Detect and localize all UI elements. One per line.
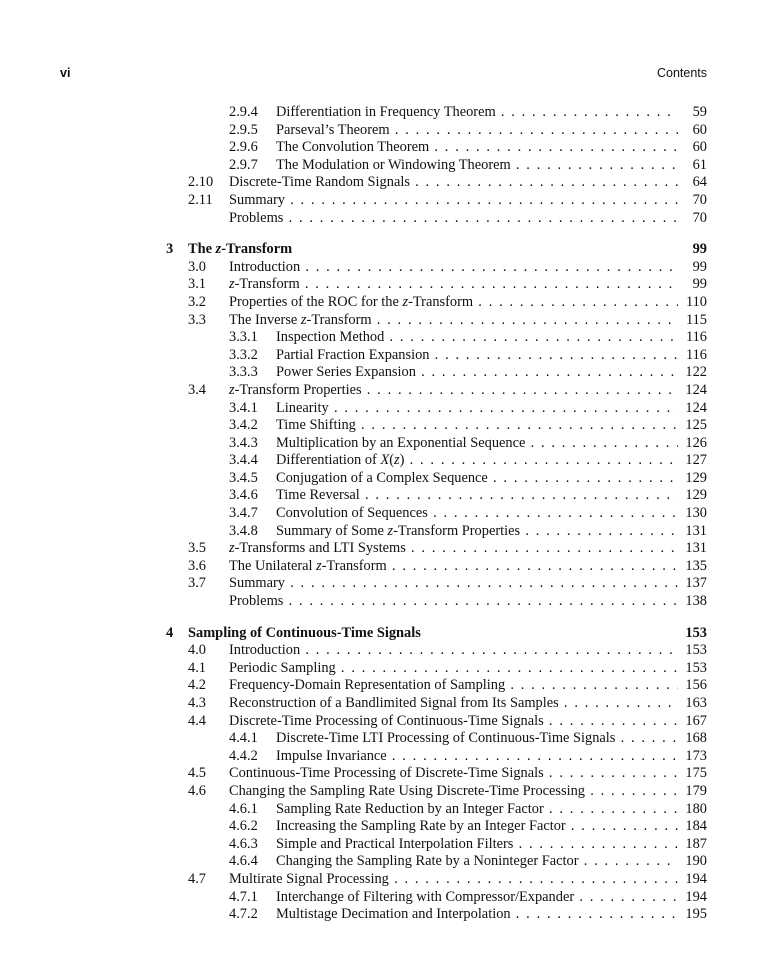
toc-entry-page: 61 bbox=[692, 156, 707, 173]
toc-entry-page: 138 bbox=[685, 593, 707, 610]
toc-entry-page: 187 bbox=[685, 835, 707, 852]
toc-entry-number: 4.7.2 bbox=[229, 906, 258, 923]
toc-entry-title: Impulse Invariance . . . bbox=[276, 748, 678, 766]
toc-entry[interactable] bbox=[0, 713, 782, 731]
toc-entry-title: Introduction . . . bbox=[229, 259, 678, 277]
toc-entry-title: Frequency-Domain Representation of Sampling . . . bbox=[229, 677, 678, 695]
toc-entry-number: 3.1 bbox=[188, 276, 206, 293]
toc-entry-number: 4.3 bbox=[188, 695, 206, 711]
toc-entry-page: 127 bbox=[685, 452, 707, 469]
toc-entry-page: 153 bbox=[685, 642, 707, 659]
toc-entry-number: 4.4.1 bbox=[229, 730, 258, 747]
table-of-contents bbox=[0, 104, 782, 924]
toc-entry-page: 124 bbox=[685, 399, 707, 416]
toc-entry-title: The z-Transform bbox=[188, 241, 293, 258]
toc-entry-title: The Unilateral z-Transform . . . bbox=[229, 558, 678, 576]
toc-entry-title: Time Reversal . . . bbox=[276, 487, 678, 505]
toc-entry-number: 3.3.1 bbox=[229, 329, 258, 346]
toc-entry[interactable] bbox=[0, 400, 782, 418]
toc-entry[interactable] bbox=[0, 139, 782, 157]
toc-entry-number: 4.7 bbox=[188, 870, 206, 887]
toc-entry-title: The Modulation or Windowing Theorem . . . bbox=[276, 157, 678, 175]
toc-entry-number: 2.10 bbox=[188, 174, 214, 191]
toc-entry-page: 70 bbox=[692, 191, 707, 208]
toc-entry-page: 153 bbox=[685, 659, 707, 676]
toc-entry-number: 4 bbox=[166, 624, 174, 641]
toc-entry-title: Multistage Decimation and Interpolation . . . bbox=[276, 906, 678, 924]
toc-entry[interactable] bbox=[0, 312, 782, 330]
toc-entry[interactable] bbox=[0, 294, 782, 312]
toc-entry-page: 60 bbox=[692, 121, 707, 138]
toc-chapter-entry[interactable] bbox=[0, 625, 782, 643]
toc-entry-title: z-Transform Properties . . . bbox=[229, 382, 678, 400]
toc-entry-page: 168 bbox=[685, 730, 707, 747]
page-number: vi bbox=[60, 66, 71, 80]
toc-entry-page: 130 bbox=[685, 505, 707, 522]
toc-entry-page: 99 bbox=[692, 276, 707, 293]
toc-entry-title: Interchange of Filtering with Compressor/Expander . . . bbox=[276, 889, 678, 907]
toc-entry-title: z-Transforms and LTI Systems . . . bbox=[229, 540, 678, 558]
toc-entry[interactable] bbox=[0, 558, 782, 576]
toc-entry[interactable] bbox=[0, 575, 782, 593]
toc-entry-page: 122 bbox=[685, 364, 707, 381]
toc-entry-title: Inspection Method . . . bbox=[276, 329, 678, 347]
toc-entry-title: Parseval’s Theorem . . . bbox=[276, 122, 678, 140]
toc-entry-number: 3.4.3 bbox=[229, 434, 258, 451]
toc-entry-title: Simple and Practical Interpolation Filters . . . bbox=[276, 836, 678, 854]
toc-entry-page: 99 bbox=[692, 258, 707, 275]
toc-entry[interactable] bbox=[0, 871, 782, 889]
toc-entry-title: The Inverse z-Transform . . . bbox=[229, 312, 678, 330]
toc-entry[interactable] bbox=[0, 122, 782, 140]
toc-entry-title: Problems . . . bbox=[229, 210, 678, 228]
toc-entry[interactable] bbox=[0, 382, 782, 400]
toc-entry-number: 3.2 bbox=[188, 293, 206, 310]
toc-entry-number: 4.4 bbox=[188, 712, 206, 729]
toc-entry-number: 2.9.5 bbox=[229, 121, 258, 138]
toc-entry-number: 4.1 bbox=[188, 659, 206, 676]
toc-entry-page: 194 bbox=[685, 870, 707, 887]
toc-entry-title: Differentiation in Frequency Theorem . . . bbox=[276, 104, 678, 122]
toc-entry[interactable] bbox=[0, 157, 782, 175]
toc-entry-number: 2.9.4 bbox=[229, 104, 258, 120]
section-gap bbox=[0, 611, 782, 625]
toc-entry[interactable] bbox=[0, 417, 782, 435]
toc-entry[interactable] bbox=[0, 906, 782, 924]
toc-entry-page: 184 bbox=[685, 818, 707, 835]
toc-entry-number: 3.4.1 bbox=[229, 399, 258, 416]
toc-entry-number: 4.6.4 bbox=[229, 853, 258, 870]
toc-entry[interactable] bbox=[0, 660, 782, 678]
toc-chapter-entry[interactable] bbox=[0, 241, 782, 259]
toc-entry-number: 3.4.4 bbox=[229, 452, 258, 469]
toc-entry[interactable] bbox=[0, 174, 782, 192]
toc-entry-title: Time Shifting . . . bbox=[276, 417, 678, 435]
toc-entry-title: Discrete-Time Processing of Continuous-Time Signals . . . bbox=[229, 713, 678, 731]
toc-entry-page: 116 bbox=[685, 329, 707, 346]
toc-entry[interactable] bbox=[0, 487, 782, 505]
toc-entry-number: 3.4.5 bbox=[229, 469, 258, 486]
toc-entry-page: 129 bbox=[685, 469, 707, 486]
toc-entry-title: Partial Fraction Expansion . . . bbox=[276, 347, 678, 365]
toc-entry-number: 4.6.2 bbox=[229, 818, 258, 835]
toc-entry-number: 4.6.1 bbox=[229, 800, 258, 817]
toc-entry-title: Sampling Rate Reduction by an Integer Factor . . . bbox=[276, 801, 678, 819]
toc-entry-title: Summary of Some z-Transform Properties . . . bbox=[276, 523, 678, 541]
toc-entry[interactable] bbox=[0, 593, 782, 611]
toc-entry-page: 124 bbox=[685, 381, 707, 398]
toc-entry[interactable] bbox=[0, 836, 782, 854]
toc-entry-title: Introduction . . . bbox=[229, 642, 678, 660]
toc-entry[interactable] bbox=[0, 435, 782, 453]
toc-entry[interactable] bbox=[0, 192, 782, 210]
toc-entry-number: 3.4.8 bbox=[229, 522, 258, 539]
toc-entry-title: Conjugation of a Complex Sequence . . . bbox=[276, 470, 678, 488]
toc-entry-number: 3.0 bbox=[188, 258, 206, 275]
toc-entry-title: Changing the Sampling Rate Using Discrete-Time Processing . . . bbox=[229, 783, 678, 801]
toc-entry-page: 179 bbox=[685, 782, 707, 799]
toc-entry-page: 129 bbox=[685, 487, 707, 504]
toc-entry[interactable] bbox=[0, 470, 782, 488]
toc-entry-page: 59 bbox=[692, 104, 707, 120]
toc-entry-page: 135 bbox=[685, 557, 707, 574]
toc-entry-title: The Convolution Theorem . . . bbox=[276, 139, 678, 157]
toc-entry-page: 195 bbox=[685, 906, 707, 923]
toc-entry-number: 3 bbox=[166, 241, 174, 258]
toc-entry-number: 3.3 bbox=[188, 311, 206, 328]
toc-entry-page: 131 bbox=[685, 522, 707, 539]
toc-entry[interactable] bbox=[0, 540, 782, 558]
toc-entry-number: 4.6 bbox=[188, 782, 206, 799]
toc-entry-page: 180 bbox=[685, 800, 707, 817]
toc-entry-title: Continuous-Time Processing of Discrete-Time Signals . . . bbox=[229, 765, 678, 783]
toc-entry-number: 3.5 bbox=[188, 540, 206, 557]
toc-entry-title: Increasing the Sampling Rate by an Integer Factor . . . bbox=[276, 818, 678, 836]
toc-entry[interactable] bbox=[0, 677, 782, 695]
toc-entry[interactable] bbox=[0, 765, 782, 783]
section-gap bbox=[0, 227, 782, 241]
toc-entry-page: 125 bbox=[685, 417, 707, 434]
toc-entry-number: 2.11 bbox=[188, 191, 213, 208]
toc-entry-page: 64 bbox=[692, 174, 707, 191]
toc-entry-page: 153 bbox=[685, 624, 707, 641]
toc-entry[interactable] bbox=[0, 642, 782, 660]
toc-entry[interactable] bbox=[0, 783, 782, 801]
toc-entry[interactable] bbox=[0, 523, 782, 541]
toc-entry-page: 110 bbox=[685, 293, 707, 310]
toc-entry-number: 2.9.7 bbox=[229, 156, 258, 173]
running-title: Contents bbox=[656, 66, 707, 80]
toc-entry-number: 4.7.1 bbox=[229, 888, 258, 905]
toc-entry-title: Changing the Sampling Rate by a Noninteger Factor . . . bbox=[276, 853, 678, 871]
toc-entry-title: Convolution of Sequences . . . bbox=[276, 505, 678, 523]
toc-entry[interactable] bbox=[0, 505, 782, 523]
toc-entry-number: 3.3.2 bbox=[229, 346, 258, 363]
toc-entry-title: Problems . . . bbox=[229, 593, 678, 611]
toc-entry-number: 4.2 bbox=[188, 677, 206, 694]
toc-entry-page: 99 bbox=[692, 241, 707, 258]
toc-entry[interactable] bbox=[0, 818, 782, 836]
toc-entry-title: Linearity . . . bbox=[276, 400, 678, 418]
toc-entry[interactable] bbox=[0, 748, 782, 766]
toc-entry-number: 3.6 bbox=[188, 557, 206, 574]
toc-entry-number: 3.4 bbox=[188, 381, 206, 398]
toc-entry-title: Discrete-Time LTI Processing of Continuous-Time Signals . . . bbox=[276, 730, 678, 748]
toc-entry-page: 194 bbox=[685, 888, 707, 905]
toc-entry[interactable] bbox=[0, 853, 782, 871]
toc-entry-number: 3.7 bbox=[188, 575, 206, 592]
toc-entry-title: Multirate Signal Processing . . . bbox=[229, 871, 678, 889]
toc-entry-number: 2.9.6 bbox=[229, 139, 258, 156]
toc-entry-number: 3.4.6 bbox=[229, 487, 258, 504]
toc-entry-title: Summary . . . bbox=[229, 192, 678, 210]
toc-entry-page: 163 bbox=[685, 695, 707, 711]
toc-entry-number: 4.4.2 bbox=[229, 747, 258, 764]
toc-entry-page: 137 bbox=[685, 575, 707, 592]
toc-entry-page: 175 bbox=[685, 765, 707, 782]
toc-entry[interactable] bbox=[0, 730, 782, 748]
toc-entry-page: 156 bbox=[685, 677, 707, 694]
toc-entry-page: 115 bbox=[685, 311, 707, 328]
toc-entry[interactable] bbox=[0, 276, 782, 294]
toc-entry-title: z-Transform . . . bbox=[229, 276, 678, 294]
toc-entry[interactable] bbox=[0, 889, 782, 907]
toc-entry[interactable] bbox=[0, 329, 782, 347]
toc-entry[interactable] bbox=[0, 364, 782, 382]
toc-entry-title: Discrete-Time Random Signals . . . bbox=[229, 174, 678, 192]
toc-entry-title: Multiplication by an Exponential Sequence . . . bbox=[276, 435, 678, 453]
toc-entry-title: Power Series Expansion . . . bbox=[276, 364, 678, 382]
toc-entry-title: Differentiation of X(z) . . . bbox=[276, 452, 678, 470]
toc-entry[interactable] bbox=[0, 347, 782, 365]
toc-entry-page: 131 bbox=[685, 540, 707, 557]
toc-entry-page: 167 bbox=[685, 712, 707, 729]
toc-entry-number: 3.4.2 bbox=[229, 417, 258, 434]
toc-entry-title: Reconstruction of a Bandlimited Signal from Its Samples . . . bbox=[229, 695, 678, 713]
toc-entry-page: 116 bbox=[685, 346, 707, 363]
toc-entry[interactable] bbox=[0, 104, 782, 122]
toc-entry-number: 4.6.3 bbox=[229, 835, 258, 852]
toc-entry-title: Sampling of Continuous-Time Signals bbox=[188, 624, 421, 641]
toc-entry-title: Periodic Sampling . . . bbox=[229, 660, 678, 678]
toc-entry-page: 60 bbox=[692, 139, 707, 156]
toc-entry-number: 4.5 bbox=[188, 765, 206, 782]
toc-entry-title: Properties of the ROC for the z-Transform . . . bbox=[229, 294, 678, 312]
toc-entry-page: 173 bbox=[685, 747, 707, 764]
toc-entry-title: Summary . . . bbox=[229, 575, 678, 593]
toc-entry[interactable] bbox=[0, 210, 782, 228]
toc-entry[interactable] bbox=[0, 801, 782, 819]
toc-entry-page: 70 bbox=[692, 209, 707, 226]
toc-entry-number: 3.3.3 bbox=[229, 364, 258, 381]
toc-entry-page: 126 bbox=[685, 434, 707, 451]
toc-entry-number: 4.0 bbox=[188, 642, 206, 659]
toc-entry[interactable] bbox=[0, 452, 782, 470]
toc-entry[interactable] bbox=[0, 259, 782, 277]
toc-entry-page: 190 bbox=[685, 853, 707, 870]
toc-entry-number: 3.4.7 bbox=[229, 505, 258, 522]
toc-entry[interactable] bbox=[0, 695, 782, 713]
